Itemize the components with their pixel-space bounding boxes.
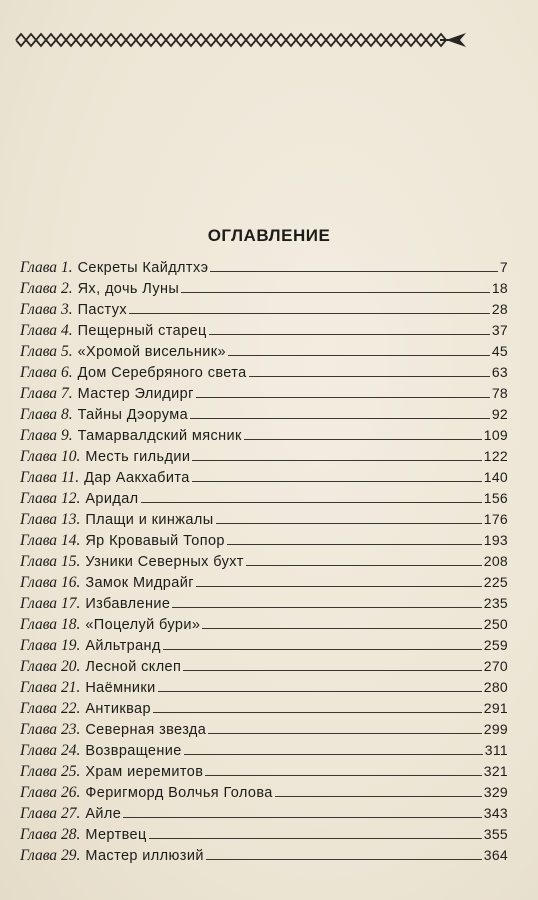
chapter-number: 8. [60,406,73,423]
page-number: 343 [483,805,508,821]
chapter-number: 27. [60,805,81,822]
chapter-number: 11. [60,469,80,486]
chapter-number: 24. [60,742,81,759]
leader-dots [196,586,482,587]
toc-entry [20,340,508,361]
chapter-number: 18. [60,616,81,633]
header-ornament [14,30,466,50]
chapter-word: Глава [20,658,58,675]
chapter-number: 20. [60,658,81,675]
chapter-word: Глава [20,490,58,507]
page-number: 193 [483,532,508,548]
page-number: 176 [483,511,508,527]
page-number: 250 [483,616,508,632]
page-number: 140 [483,469,508,485]
chapter-title: Пастух [77,302,128,318]
toc-entry [20,697,508,718]
toc-entry [20,277,508,298]
page-number: 18 [491,280,508,296]
leader-dots [216,523,482,524]
chapter-number: 7. [60,385,73,402]
page-number: 122 [483,448,508,464]
chapter-title: Тамарвалдский мясник [77,428,242,444]
leader-dots [196,397,490,398]
toc-entry [20,466,508,487]
leader-dots [129,313,490,314]
toc-entry [20,655,508,676]
toc-entry [20,508,508,529]
chapter-number: 21. [60,679,81,696]
chapter-number: 12. [60,490,81,507]
chapter-word: Глава [20,406,58,423]
chapter-title: Северная звезда [85,722,207,738]
chapter-word: Глава [20,700,58,717]
page-number: 208 [483,553,508,569]
toc-entry [20,634,508,655]
chapter-word: Глава [20,259,58,276]
chapter-title: Наёмники [85,680,156,696]
chapter-title: Тайны Дэорума [77,407,189,423]
toc-entry [20,529,508,550]
chapter-word: Глава [20,301,58,318]
table-of-contents [20,256,508,865]
leader-dots [183,670,481,671]
page-number: 321 [483,763,508,779]
page-number: 78 [491,385,508,401]
chapter-number: 25. [60,763,81,780]
leader-dots [158,691,482,692]
chapter-number: 13. [60,511,81,528]
page-number: 45 [491,343,508,359]
toc-entry [20,256,508,277]
chapter-number: 14. [60,532,81,549]
leader-dots [206,859,482,860]
page-number: 329 [483,784,508,800]
toc-entry [20,676,508,697]
chapter-number: 3. [60,301,73,318]
chapter-number: 4. [60,322,73,339]
toc-entry [20,802,508,823]
chapter-number: 26. [60,784,81,801]
page-number: 109 [483,427,508,443]
chapter-title: Секреты Кайдлтхэ [77,260,209,276]
chapter-word: Глава [20,784,58,801]
leader-dots [184,754,483,755]
toc-entry [20,718,508,739]
chapter-title: Феригморд Волчья Голова [85,785,273,801]
chapter-title: «Поцелуй бури» [85,617,201,633]
chapter-number: 17. [60,595,81,612]
toc-entry [20,445,508,466]
toc-entry [20,424,508,445]
chapter-number: 28. [60,826,81,843]
chapter-word: Глава [20,448,58,465]
page-number: 299 [483,721,508,737]
chapter-title: Мастер иллюзий [85,848,204,864]
leader-dots [249,376,490,377]
leader-dots [192,460,481,461]
chapter-word: Глава [20,742,58,759]
chapter-title: Узники Северных бухт [85,554,244,570]
toc-entry [20,760,508,781]
chapter-word: Глава [20,616,58,633]
chapter-word: Глава [20,553,58,570]
chapter-title: Лесной склеп [85,659,182,675]
page-title: ОГЛАВЛЕНИЕ [207,226,331,245]
toc-entry [20,781,508,802]
chapter-title: Пещерный старец [77,323,207,339]
chapter-title: Дар Аакхабита [84,470,190,486]
chapter-word: Глава [20,679,58,696]
leader-dots [181,292,490,293]
chapter-title: Замок Мидрайг [85,575,194,591]
leader-dots [123,817,482,818]
chapter-word: Глава [20,322,58,339]
page-number: 355 [483,826,508,842]
leader-dots [208,733,481,734]
leader-dots [141,502,482,503]
chapter-title: Плащи и кинжалы [85,512,214,528]
page-number: 235 [483,595,508,611]
toc-entry [20,550,508,571]
chapter-number: 22. [60,700,81,717]
leader-dots [192,481,482,482]
page-number: 37 [491,322,508,338]
leader-dots [210,271,498,272]
page-number: 291 [483,700,508,716]
chapter-number: 10. [60,448,81,465]
toc-entry [20,844,508,865]
page-number: 259 [483,637,508,653]
toc-entry [20,319,508,340]
page-number: 280 [483,679,508,695]
chapter-word: Глава [20,427,58,444]
chapter-number: 23. [60,721,81,738]
toc-entry [20,739,508,760]
chapter-title: Ях, дочь Луны [77,281,180,297]
leader-dots [172,607,481,608]
leader-dots [246,565,482,566]
toc-entry [20,382,508,403]
chapter-title: Возвращение [85,743,182,759]
leader-dots [190,418,490,419]
chapter-title: Мертвец [85,827,147,843]
chapter-word: Глава [20,280,58,297]
chapter-title: «Хромой висельник» [77,344,226,360]
toc-entry [20,613,508,634]
chapter-number: 1. [60,259,73,276]
leader-dots [228,355,490,356]
chapter-title: Айле [85,806,122,822]
page-number: 311 [484,742,508,758]
page-number: 364 [483,847,508,863]
chapter-word: Глава [20,511,58,528]
chapter-title: Избавление [85,596,171,612]
chapter-number: 5. [60,343,73,360]
chapter-word: Глава [20,805,58,822]
chapter-word: Глава [20,385,58,402]
toc-entry [20,571,508,592]
leader-dots [153,712,482,713]
chapter-title: Айльтранд [85,638,161,654]
page-number: 92 [491,406,508,422]
page-number: 28 [491,301,508,317]
chapter-title: Мастер Элидирг [77,386,194,402]
leader-dots [163,649,482,650]
chapter-number: 29. [60,847,81,864]
page-number: 156 [483,490,508,506]
chapter-word: Глава [20,469,58,486]
chapter-number: 15. [60,553,81,570]
chapter-word: Глава [20,826,58,843]
leader-dots [205,775,481,776]
leader-dots [275,796,482,797]
chapter-number: 19. [60,637,81,654]
chapter-number: 16. [60,574,81,591]
chapter-number: 2. [60,280,73,297]
chapter-word: Глава [20,343,58,360]
chapter-word: Глава [20,847,58,864]
leader-dots [149,838,482,839]
chapter-word: Глава [20,721,58,738]
chapter-word: Глава [20,532,58,549]
chapter-word: Глава [20,637,58,654]
page-number: 7 [499,259,508,275]
leader-dots [209,334,490,335]
leader-dots [244,439,482,440]
chapter-word: Глава [20,364,58,381]
toc-entry [20,361,508,382]
chapter-number: 6. [60,364,73,381]
toc-entry [20,592,508,613]
chapter-word: Глава [20,595,58,612]
leader-dots [227,544,482,545]
page-number: 270 [483,658,508,674]
chapter-number: 9. [60,427,73,444]
chapter-title: Яр Кровавый Топор [85,533,225,549]
chapter-title: Антиквар [85,701,151,717]
chapter-word: Глава [20,574,58,591]
page-number: 225 [483,574,508,590]
chapter-word: Глава [20,763,58,780]
chapter-title: Аридал [85,491,139,507]
toc-entry [20,823,508,844]
chapter-title: Дом Серебряного света [77,365,247,381]
toc-entry [20,298,508,319]
chapter-title: Месть гильдии [85,449,191,465]
leader-dots [202,628,481,629]
toc-entry [20,487,508,508]
toc-entry [20,403,508,424]
page-number: 63 [491,364,508,380]
chapter-title: Храм иеремитов [85,764,204,780]
